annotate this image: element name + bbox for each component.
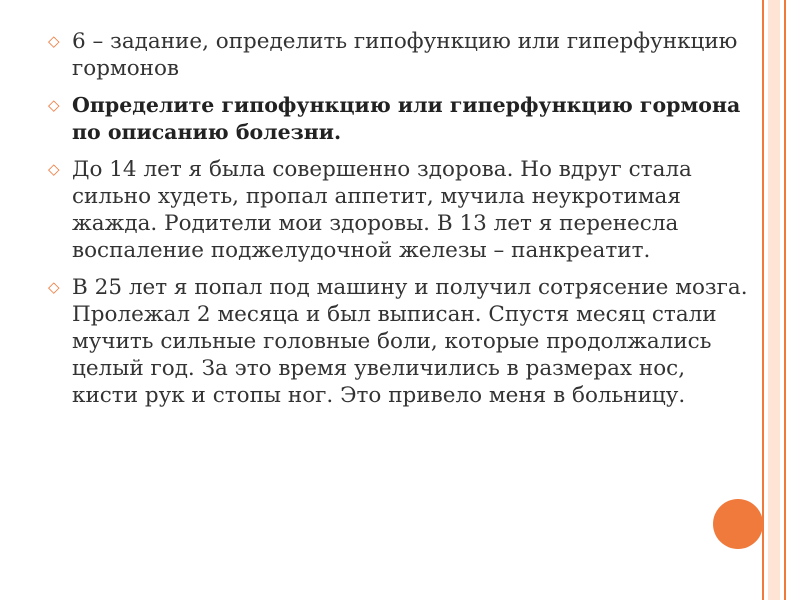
diamond-bullet-icon: ◇ xyxy=(48,96,60,114)
paragraph-instruction xyxy=(48,92,748,146)
right-border-strip xyxy=(768,0,780,600)
diamond-bullet-icon: ◇ xyxy=(48,160,60,178)
paragraph-text: В 25 лет я попал под машину и получил сотрясение мозга. Пролежал 2 месяца и был выписан. Спустя месяц стали мучить сильные головные боли, которые продолжались целый год. За это время увеличились в размерах нос, кисти рук и стопы ног. Это привело меня в больницу. xyxy=(72,275,748,408)
paragraph-text: До 14 лет я была совершенно здорова. Но вдруг стала сильно худеть, пропал аппетит, мучила неукротимая жажда. Родители мои здоровы. В 13 лет я перенесла воспаление поджелудочной железы – панкреатит. xyxy=(72,157,692,263)
right-border-line-inner xyxy=(762,0,764,600)
diamond-bullet-icon: ◇ xyxy=(48,278,60,296)
paragraph-text: 6 – задание, определить гипофункцию или гиперфункцию гормонов xyxy=(72,29,738,81)
slide-content xyxy=(48,28,748,419)
paragraph-task-title xyxy=(48,28,748,82)
right-border-line-outer xyxy=(784,0,786,600)
paragraph-case-2 xyxy=(48,274,748,409)
paragraph-text: Определите гипофункцию или гиперфункцию гормона по описанию болезни. xyxy=(72,93,741,144)
decorative-circle xyxy=(713,499,763,549)
paragraph-case-1 xyxy=(48,156,748,264)
diamond-bullet-icon: ◇ xyxy=(48,32,60,50)
